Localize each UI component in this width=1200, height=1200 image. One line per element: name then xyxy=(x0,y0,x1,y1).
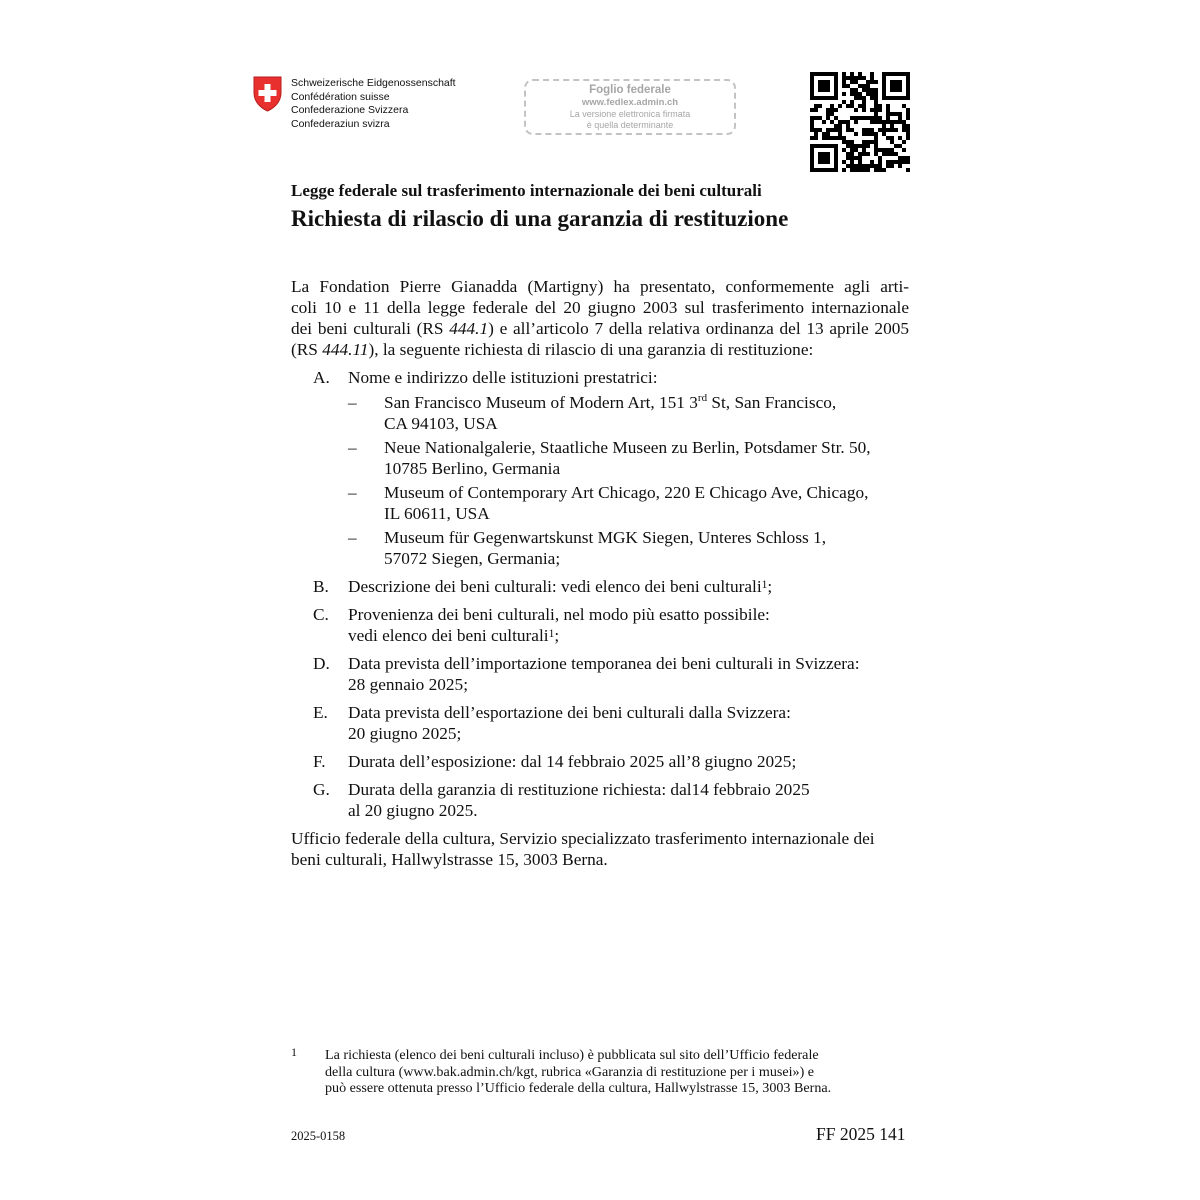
document-number: 2025-0158 xyxy=(291,1129,346,1143)
intro-line: coli 10 e 11 della legge federale del 20 giugno 2003 sul trasferimento internazionale xyxy=(291,298,909,317)
lender-item xyxy=(348,437,909,479)
page-title: Richiesta di rilascio di una garanzia di restituzione xyxy=(291,206,789,231)
qr-code-icon xyxy=(810,72,910,172)
footnote-line: può essere ottenuta presso l’Ufficio federale della cultura, Hallwylstrasse 15, 3003 Berna. xyxy=(325,1080,832,1096)
ff-reference: FF 2025 141 xyxy=(816,1124,906,1144)
item-text: Data prevista dell’esportazione dei beni culturali dalla Svizzera: xyxy=(348,703,791,722)
item-text: Nome e indirizzo delle istituzioni prestatrici: xyxy=(348,368,658,387)
federal-gazette-stamp xyxy=(524,79,736,135)
lender-item xyxy=(348,392,909,434)
item-letter: D. xyxy=(313,654,330,673)
item-text: 20 giugno 2025; xyxy=(348,724,462,743)
list-item xyxy=(291,751,909,772)
item-letter: A. xyxy=(313,368,330,387)
lender-item xyxy=(348,527,909,569)
lender-text: 10785 Berlino, Germania xyxy=(384,459,561,478)
confederation-name-rm: Confederaziun svizra xyxy=(291,117,390,130)
lenders-list xyxy=(348,392,909,569)
item-text: Descrizione dei beni culturali: vedi elenco dei beni culturali xyxy=(348,577,762,596)
item-letter: C. xyxy=(313,605,329,624)
swiss-confederation-logo xyxy=(253,76,456,131)
document-body xyxy=(291,276,909,870)
lender-text: IL 60611, USA xyxy=(384,504,490,523)
lender-text: Museum of Contemporary Art Chicago, 220 E Chicago Ave, Chicago, xyxy=(384,483,869,502)
dash-bullet: – xyxy=(348,393,357,412)
stamp-note-line2: è quella determinante xyxy=(586,120,674,130)
lender-text: 57072 Siegen, Germania; xyxy=(384,549,561,568)
item-letter: E. xyxy=(313,703,328,722)
rs-reference-link: 444.1 xyxy=(449,319,489,338)
lender-item xyxy=(348,482,909,524)
intro-line xyxy=(291,318,909,339)
lender-text: CA 94103, USA xyxy=(384,414,498,433)
item-text: 28 gennaio 2025; xyxy=(348,675,468,694)
intro-line xyxy=(291,339,909,360)
footnote-number: 1 xyxy=(291,1045,297,1059)
confederation-name-it: Confederazione Svizzera xyxy=(291,104,409,116)
rs-reference-link: 444.11 xyxy=(322,340,369,359)
lender-text: St, San Francisco, xyxy=(707,393,837,412)
list-item xyxy=(291,576,909,597)
footnote-line: La richiesta (elenco dei beni culturali incluso) è pubblicata sul sito dell’Ufficio federale xyxy=(325,1047,819,1063)
intro-text: ), la seguente richiesta di rilascio di una garanzia di restituzione: xyxy=(368,340,814,359)
item-letter: G. xyxy=(313,780,330,799)
list-item xyxy=(291,367,909,569)
intro-text: (RS xyxy=(291,340,323,359)
confederation-names xyxy=(291,77,456,131)
list-item xyxy=(291,702,909,744)
footnote xyxy=(291,1047,909,1097)
footnote-reference[interactable]: 1 xyxy=(548,628,555,640)
dash-bullet: – xyxy=(348,483,357,502)
stamp-title: Foglio federale xyxy=(589,84,671,96)
closing-line: Ufficio federale della cultura, Servizio specializzato trasferimento internazionale dei xyxy=(291,829,875,848)
intro-text: dei beni culturali (RS xyxy=(291,319,450,338)
item-text: Durata dell’esposizione: dal 14 febbraio 2025 all’8 giugno 2025; xyxy=(348,752,797,771)
lender-text: Museum für Gegenwartskunst MGK Siegen, Unteres Schloss 1, xyxy=(384,528,827,547)
item-text: al 20 giugno 2025. xyxy=(348,801,478,820)
stamp-url: www.fedlex.admin.ch xyxy=(581,97,679,108)
item-text: ; xyxy=(767,577,773,596)
item-text: Provenienza dei beni culturali, nel modo più esatto possibile: xyxy=(348,605,770,624)
list-item xyxy=(291,779,909,821)
dash-bullet: – xyxy=(348,438,357,457)
intro-text: ) e all’articolo 7 della relativa ordinanza del 13 aprile 2005 xyxy=(488,319,909,338)
item-letter: F. xyxy=(313,752,326,771)
swiss-cross-shield-icon xyxy=(253,76,282,112)
closing-address xyxy=(291,828,909,870)
confederation-name-fr: Confédération suisse xyxy=(291,90,390,103)
item-text: ; xyxy=(554,626,560,645)
intro-line: La Fondation Pierre Gianadda (Martigny) ha presentato, conformemente agli arti- xyxy=(291,277,909,296)
list-item xyxy=(291,653,909,695)
lender-text: Neue Nationalgalerie, Staatliche Museen zu Berlin, Potsdamer Str. 50, xyxy=(384,438,871,457)
footnote-reference[interactable]: 1 xyxy=(761,579,768,591)
lender-text: San Francisco Museum of Modern Art, 151 3 xyxy=(384,393,698,412)
item-letter: B. xyxy=(313,577,329,596)
dash-bullet: – xyxy=(348,528,357,547)
ordinal-suffix: rd xyxy=(697,392,708,405)
footnote-text xyxy=(291,1047,909,1097)
qr-modules xyxy=(810,72,910,172)
footnote-line: della cultura (www.bak.admin.ch/kgt, rubrica «Garanzia di restituzione per i musei») e xyxy=(325,1063,815,1080)
request-items-list xyxy=(291,367,909,821)
closing-line: beni culturali, Hallwylstrasse 15, 3003 Berna. xyxy=(291,850,608,869)
confederation-name-de: Schweizerische Eidgenossenschaft xyxy=(291,77,456,89)
law-title: Legge federale sul trasferimento internazionale dei beni culturali xyxy=(291,181,762,200)
item-text: vedi elenco dei beni culturali xyxy=(348,626,549,645)
stamp-note-line1: La versione elettronica firmata xyxy=(569,109,691,119)
item-text: Durata della garanzia di restituzione richiesta: dal14 febbraio 2025 xyxy=(348,780,810,799)
intro-paragraph xyxy=(291,276,909,360)
list-item xyxy=(291,604,909,646)
item-text: Data prevista dell’importazione temporanea dei beni culturali in Svizzera: xyxy=(348,654,860,673)
